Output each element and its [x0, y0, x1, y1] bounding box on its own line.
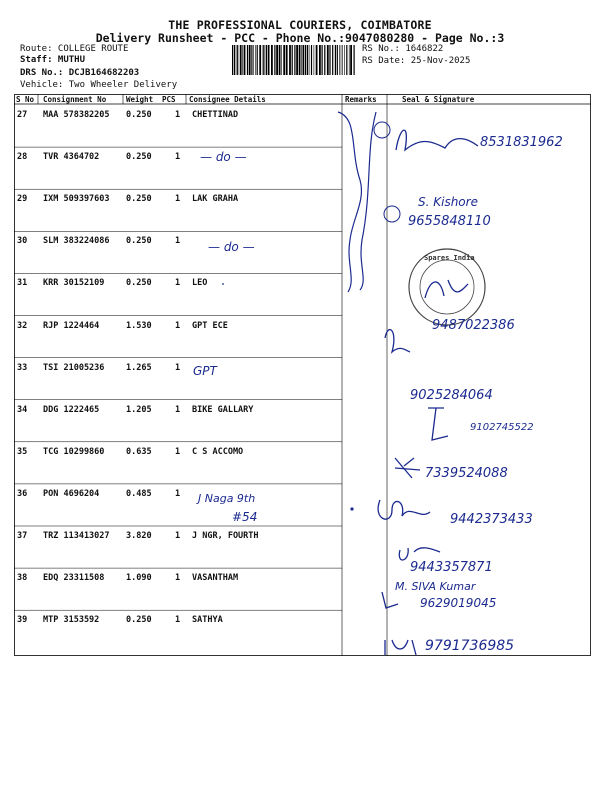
column-header-sno: S No — [16, 95, 35, 104]
row-sno: 35 — [17, 446, 28, 457]
row-consignment-no: EDQ 23311508 — [43, 573, 105, 584]
row-weight: 0.250 — [126, 236, 152, 247]
row-pcs: 1 — [175, 236, 181, 247]
column-header-signature: Seal & Signature — [402, 95, 475, 104]
row-sno: 31 — [17, 278, 28, 289]
row-consignment-no: RJP 1224464 — [43, 320, 100, 331]
row-pcs: 1 — [175, 573, 181, 584]
signature-phone-37: 9442373433 — [450, 512, 533, 527]
row-weight: 0.250 — [126, 110, 152, 120]
row-consignee: BIKE GALLARY — [192, 404, 254, 415]
column-header-remarks: Remarks — [345, 95, 377, 104]
signature-phone-29: 9655848110 — [408, 214, 491, 229]
consignee-handwritten-33: GPT — [193, 364, 217, 378]
row-weight: 1.530 — [126, 320, 152, 331]
row-consignment-no: TSI 21005236 — [43, 362, 105, 373]
row-consignment-no: DDG 1222465 — [43, 404, 100, 415]
column-header-consignee: Consignee Details — [189, 95, 266, 104]
row-weight: 1.090 — [126, 573, 152, 584]
signature-phone-38: 9443357871 — [410, 560, 493, 575]
column-header-weight: Weight — [126, 95, 154, 104]
column-header-consignment: Consignment No — [43, 95, 107, 104]
consignee-handwritten-36b: #54 — [232, 510, 258, 524]
row-pcs: 1 — [175, 362, 181, 373]
ditto-mark-30: — do — — [208, 240, 255, 254]
row-consignee: LAK GRAHA — [192, 194, 239, 205]
row-pcs: 1 — [175, 194, 181, 205]
rs-date-label: RS Date: 25-Nov-2025 — [362, 56, 471, 66]
signature-phone-40: 9791736985 — [425, 638, 515, 654]
row-consignee: C S ACCOMO — [192, 446, 244, 457]
row-consignee: SATHYA — [192, 615, 223, 626]
row-pcs: 1 — [175, 320, 181, 331]
row-weight: 0.250 — [126, 194, 152, 205]
row-sno: 30 — [17, 236, 28, 247]
row-consignment-no: MAA 578382205 — [43, 110, 110, 120]
row-consignee: J NGR, FOURTH — [192, 531, 259, 541]
vehicle-label: Vehicle: Two Wheeler Delivery — [20, 80, 178, 90]
row-sno: 34 — [17, 404, 28, 415]
signature-name-29: S. Kishore — [418, 195, 478, 209]
row-consignment-no: TRZ 113413027 — [43, 531, 110, 541]
row-consignee: GPT ECE — [192, 320, 228, 331]
row-consignment-no: TVR 4364702 — [43, 152, 100, 163]
ditto-mark-28: — do — — [200, 150, 247, 164]
seal-stamp-text: Spares India — [424, 254, 475, 262]
row-pcs: 1 — [175, 488, 181, 499]
row-pcs: 1 — [175, 446, 181, 457]
row-weight: 0.635 — [126, 446, 152, 457]
staff-label: Staff: MUTHU — [20, 55, 86, 65]
signature-phone-34: 9025284064 — [410, 388, 493, 403]
row-consignment-no: MTP 3153592 — [43, 615, 100, 626]
runsheet-company-title: THE PROFESSIONAL COURIERS, COIMBATORE — [168, 18, 432, 32]
row-pcs: 1 — [175, 615, 181, 626]
row-sno: 36 — [17, 488, 28, 499]
row-consignee: LEO — [192, 278, 208, 289]
row-sno: 39 — [17, 615, 28, 626]
row-consignment-no: TCG 10299860 — [43, 446, 105, 457]
runsheet-subtitle: Delivery Runsheet - PCC - Phone No.:9047080280 - Page No.:3 — [95, 31, 505, 45]
row-sno: 33 — [17, 362, 28, 373]
row-sno: 29 — [17, 194, 28, 205]
row-weight: 0.485 — [126, 488, 152, 499]
signature-phone-36: 7339524088 — [425, 466, 508, 481]
row-consignee: CHETTINAD — [192, 110, 239, 120]
row-pcs: 1 — [175, 404, 181, 415]
row-sno: 37 — [17, 531, 28, 541]
drs-label: DRS No.: DCJB164682203 — [20, 68, 140, 78]
route-label: Route: COLLEGE ROUTE — [20, 44, 129, 54]
signature-phone-27: 8531831962 — [480, 135, 563, 150]
consignee-handwritten-36: J Naga 9th — [198, 492, 256, 505]
row-sno: 27 — [17, 110, 28, 120]
row-weight: 0.250 — [126, 278, 152, 289]
rs-number-label: RS No.: 1646822 — [362, 44, 444, 54]
row-pcs: 1 — [175, 278, 181, 289]
row-sno: 28 — [17, 152, 28, 163]
signature-phone-39: 9629019045 — [420, 596, 497, 610]
row-pcs: 1 — [175, 531, 181, 541]
row-weight: 0.250 — [126, 615, 152, 626]
signature-name-39: M. SIVA Kumar — [395, 580, 476, 593]
row-weight: 1.265 — [126, 362, 152, 373]
row-pcs: 1 — [175, 152, 181, 163]
signature-phone-35: 9102745522 — [470, 422, 534, 433]
column-header-pcs: PCS — [162, 95, 176, 104]
row-consignment-no: PON 4696204 — [43, 488, 100, 499]
row-consignee: VASANTHAM — [192, 573, 239, 584]
row-weight: 3.820 — [126, 531, 152, 541]
row-pcs: 1 — [175, 110, 181, 120]
signature-phone-32: 9487022386 — [432, 318, 515, 333]
row-weight: 0.250 — [126, 152, 152, 163]
row-sno: 38 — [17, 573, 28, 584]
row-consignment-no: KRR 30152109 — [43, 278, 105, 289]
row-weight: 1.205 — [126, 404, 152, 415]
row-sno: 32 — [17, 320, 28, 331]
row-consignment-no: IXM 509397603 — [43, 194, 110, 205]
row-consignment-no: SLM 383224086 — [43, 236, 110, 247]
